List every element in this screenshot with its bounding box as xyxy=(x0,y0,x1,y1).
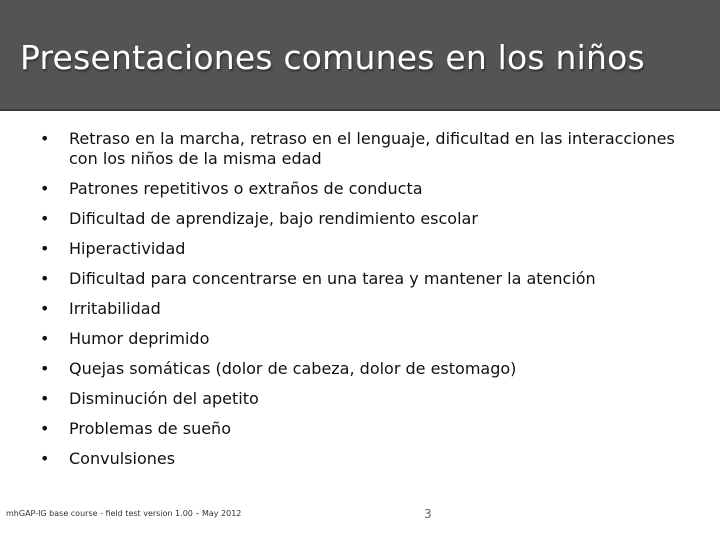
bullet-item xyxy=(40,239,690,259)
bullet-item xyxy=(40,269,690,289)
bullet-item xyxy=(40,129,690,169)
bullet-item xyxy=(40,179,690,199)
bullet-item xyxy=(40,329,690,349)
bullet-text: Retraso en la marcha, retraso en el lenguaje, dificultad en las interacciones con los niños de la misma edad xyxy=(69,129,675,168)
bullet-text: Disminución del apetito xyxy=(69,389,259,408)
bullet-text: Dificultad para concentrarse en una tarea y mantener la atención xyxy=(69,269,596,288)
bullet-dot-icon: • xyxy=(40,239,50,258)
slide-title: Presentaciones comunes en los niños xyxy=(20,38,645,77)
bullet-dot-icon: • xyxy=(40,269,50,288)
bullet-dot-icon: • xyxy=(40,209,50,228)
bullet-text: Dificultad de aprendizaje, bajo rendimiento escolar xyxy=(69,209,478,228)
bullet-dot-icon: • xyxy=(40,329,50,348)
bullet-dot-icon: • xyxy=(40,419,50,438)
bullet-dot-icon: • xyxy=(40,389,50,408)
bullet-text: Patrones repetitivos o extraños de conducta xyxy=(69,179,423,198)
bullet-item xyxy=(40,389,690,409)
title-bar xyxy=(0,0,720,111)
bullet-text: Humor deprimido xyxy=(69,329,210,348)
bullet-list xyxy=(40,129,690,479)
bullet-dot-icon: • xyxy=(40,179,50,198)
page-number: 3 xyxy=(424,507,432,521)
bullet-text: Convulsiones xyxy=(69,449,176,468)
bullet-dot-icon: • xyxy=(40,449,50,468)
bullet-dot-icon: • xyxy=(40,359,50,378)
footer-caption: mhGAP-IG base course - field test version 1.00 – May 2012 xyxy=(6,509,242,518)
bullet-item xyxy=(40,419,690,439)
bullet-text: Problemas de sueño xyxy=(69,419,231,438)
bullet-text: Quejas somáticas (dolor de cabeza, dolor de estomago) xyxy=(69,359,517,378)
bullet-dot-icon: • xyxy=(40,129,50,148)
bullet-text: Irritabilidad xyxy=(69,299,161,318)
bullet-item xyxy=(40,449,690,469)
bullet-item xyxy=(40,359,690,379)
bullet-dot-icon: • xyxy=(40,299,50,318)
bullet-item xyxy=(40,209,690,229)
bullet-item xyxy=(40,299,690,319)
bullet-text: Hiperactividad xyxy=(69,239,186,258)
